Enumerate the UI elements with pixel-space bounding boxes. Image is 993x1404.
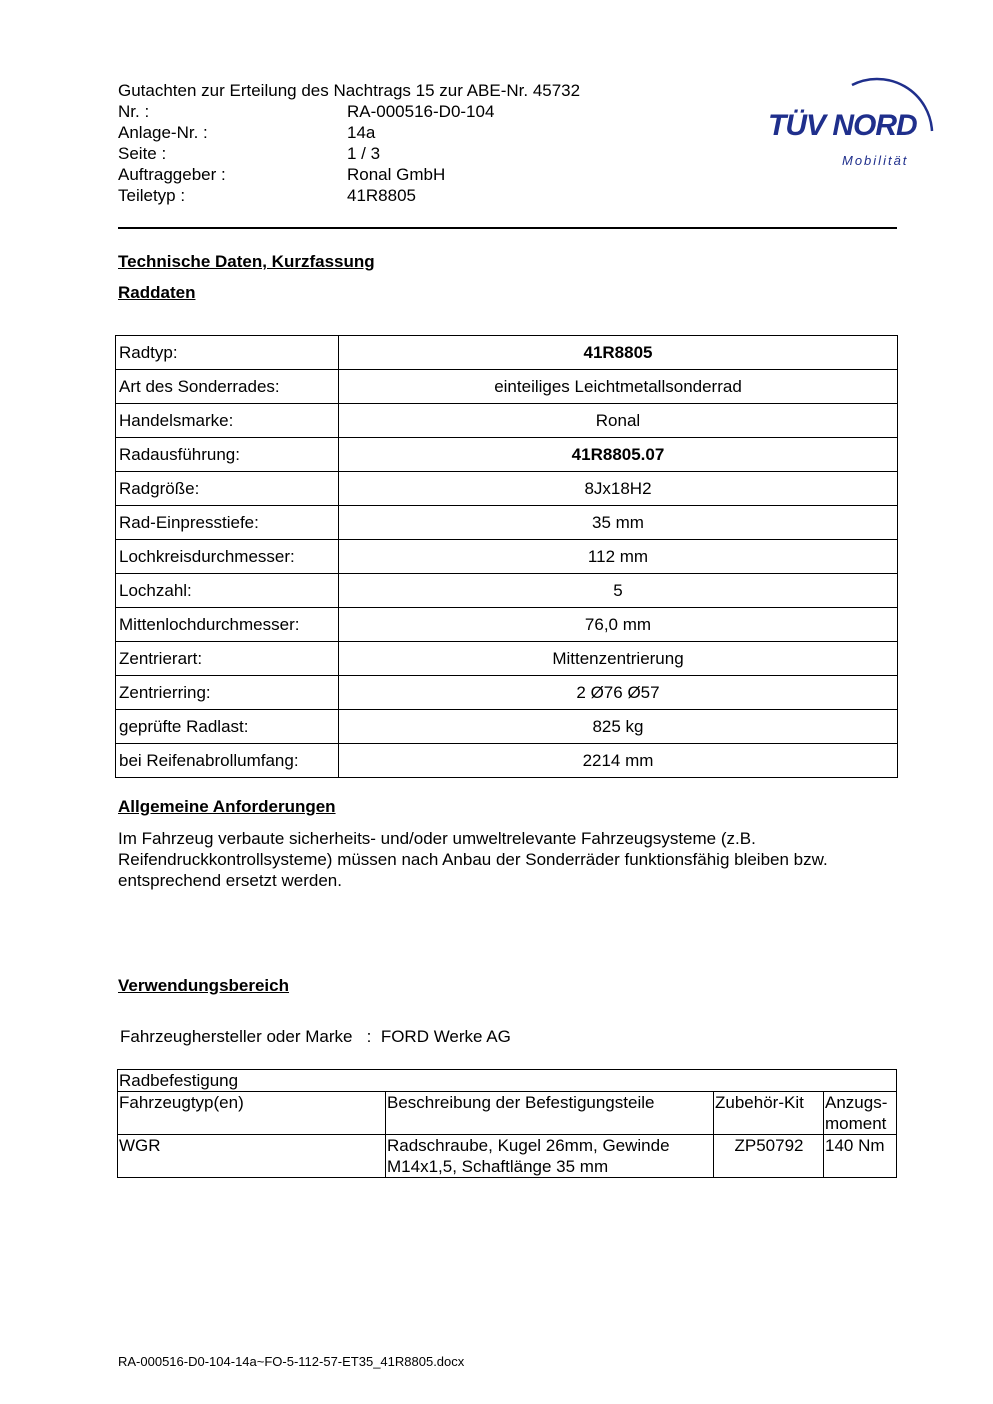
table-row bbox=[116, 608, 898, 642]
table-row bbox=[116, 370, 898, 404]
header-value: Ronal GmbH bbox=[347, 165, 446, 184]
header-value: RA-000516-D0-104 bbox=[347, 102, 495, 121]
header-divider bbox=[118, 227, 897, 229]
table-row bbox=[118, 1135, 897, 1178]
raddaten-label: Radgröße: bbox=[116, 472, 339, 506]
table-row bbox=[116, 710, 898, 744]
raddaten-label: Art des Sonderrades: bbox=[116, 370, 339, 404]
raddaten-label: Radausführung: bbox=[116, 438, 339, 472]
table-header-row bbox=[118, 1092, 897, 1135]
raddaten-value: Ronal bbox=[339, 404, 898, 438]
logo-tagline-text: Mobilität bbox=[842, 153, 909, 168]
table-row bbox=[116, 472, 898, 506]
table-cell: Radschraube, Kugel 26mm, Gewinde M14x1,5, Schaftlänge 35 mm bbox=[386, 1135, 714, 1178]
befestigung-table bbox=[117, 1069, 897, 1178]
column-header: Anzugs-moment bbox=[824, 1092, 897, 1135]
table-cell: WGR bbox=[118, 1135, 386, 1178]
table-cell: 140 Nm bbox=[824, 1135, 897, 1178]
raddaten-value: 35 mm bbox=[339, 506, 898, 540]
raddaten-label: Zentrierring: bbox=[116, 676, 339, 710]
raddaten-value: 41R8805 bbox=[339, 336, 898, 370]
raddaten-table bbox=[115, 335, 898, 778]
table-row bbox=[116, 642, 898, 676]
header-value: 1 / 3 bbox=[347, 144, 381, 163]
raddaten-value: 41R8805.07 bbox=[339, 438, 898, 472]
raddaten-label: bei Reifenabrollumfang: bbox=[116, 744, 339, 778]
hersteller-label: Fahrzeughersteller oder Marke bbox=[120, 1027, 353, 1046]
allgemeine-paragraph: Im Fahrzeug verbaute sicherheits- und/oder umweltrelevante Fahrzeugsysteme (z.B. Reifendruckkontrollsysteme) müssen nach Anbau der Sonderräder funktionsfähig bleiben bzw. entsprechend ersetzt werden. bbox=[118, 829, 828, 890]
header-value: 41R8805 bbox=[347, 186, 417, 205]
raddaten-value: 5 bbox=[339, 574, 898, 608]
column-header: Beschreibung der Befestigungsteile bbox=[386, 1092, 714, 1135]
raddaten-value: 112 mm bbox=[339, 540, 898, 574]
raddaten-label: Mittenlochdurchmesser: bbox=[116, 608, 339, 642]
section-heading-technische: Technische Daten, Kurzfassung bbox=[118, 252, 375, 271]
raddaten-label: Lochkreisdurchmesser: bbox=[116, 540, 339, 574]
table-row bbox=[116, 438, 898, 472]
header-key: Teiletyp : bbox=[118, 186, 186, 205]
raddaten-label: Radtyp: bbox=[116, 336, 339, 370]
raddaten-value: Mittenzentrierung bbox=[339, 642, 898, 676]
raddaten-value: 2 Ø76 Ø57 bbox=[339, 676, 898, 710]
hersteller-separator: : bbox=[366, 1027, 372, 1046]
raddaten-value: einteiliges Leichtmetallsonderrad bbox=[339, 370, 898, 404]
document-title-text: Gutachten zur Erteilung des Nachtrags 15 zur ABE-Nr. 45732 bbox=[118, 81, 581, 100]
section-heading-verwendung: Verwendungsbereich bbox=[118, 976, 289, 995]
table-row bbox=[116, 744, 898, 778]
table-row bbox=[116, 404, 898, 438]
section-heading-allgemeine: Allgemeine Anforderungen bbox=[118, 797, 336, 816]
tuv-nord-logo bbox=[760, 55, 950, 175]
raddaten-value: 8Jx18H2 bbox=[339, 472, 898, 506]
logo-brand-text: TÜV NORD bbox=[768, 109, 917, 142]
raddaten-label: geprüfte Radlast: bbox=[116, 710, 339, 744]
column-header: Fahrzeugtyp(en) bbox=[118, 1092, 386, 1135]
raddaten-table-body bbox=[116, 336, 898, 778]
section-heading-raddaten: Raddaten bbox=[118, 283, 196, 302]
footer-filename: RA-000516-D0-104-14a~FO-5-112-57-ET35_41R8805.docx bbox=[118, 1354, 465, 1369]
hersteller-value: FORD Werke AG bbox=[380, 1027, 511, 1046]
raddaten-value: 2214 mm bbox=[339, 744, 898, 778]
table-row bbox=[116, 506, 898, 540]
header-key: Nr. : bbox=[118, 102, 150, 121]
column-header: Zubehör-Kit bbox=[714, 1092, 824, 1135]
header-key: Anlage-Nr. : bbox=[118, 123, 208, 142]
table-row bbox=[116, 574, 898, 608]
table-row bbox=[118, 1070, 897, 1092]
raddaten-label: Lochzahl: bbox=[116, 574, 339, 608]
tuv-nord-logo-graphic bbox=[760, 55, 950, 175]
hersteller-line bbox=[120, 1027, 511, 1047]
raddaten-label: Zentrierart: bbox=[116, 642, 339, 676]
raddaten-value: 76,0 mm bbox=[339, 608, 898, 642]
table-row bbox=[116, 540, 898, 574]
raddaten-value: 825 kg bbox=[339, 710, 898, 744]
header-key: Seite : bbox=[118, 144, 167, 163]
befestigung-title: Radbefestigung bbox=[118, 1070, 897, 1092]
header-key: Auftraggeber : bbox=[118, 165, 226, 184]
table-row bbox=[116, 676, 898, 710]
table-row bbox=[116, 336, 898, 370]
raddaten-label: Rad-Einpresstiefe: bbox=[116, 506, 339, 540]
header-value: 14a bbox=[347, 123, 376, 142]
table-cell: ZP50792 bbox=[714, 1135, 824, 1178]
raddaten-label: Handelsmarke: bbox=[116, 404, 339, 438]
document-title bbox=[118, 80, 580, 101]
